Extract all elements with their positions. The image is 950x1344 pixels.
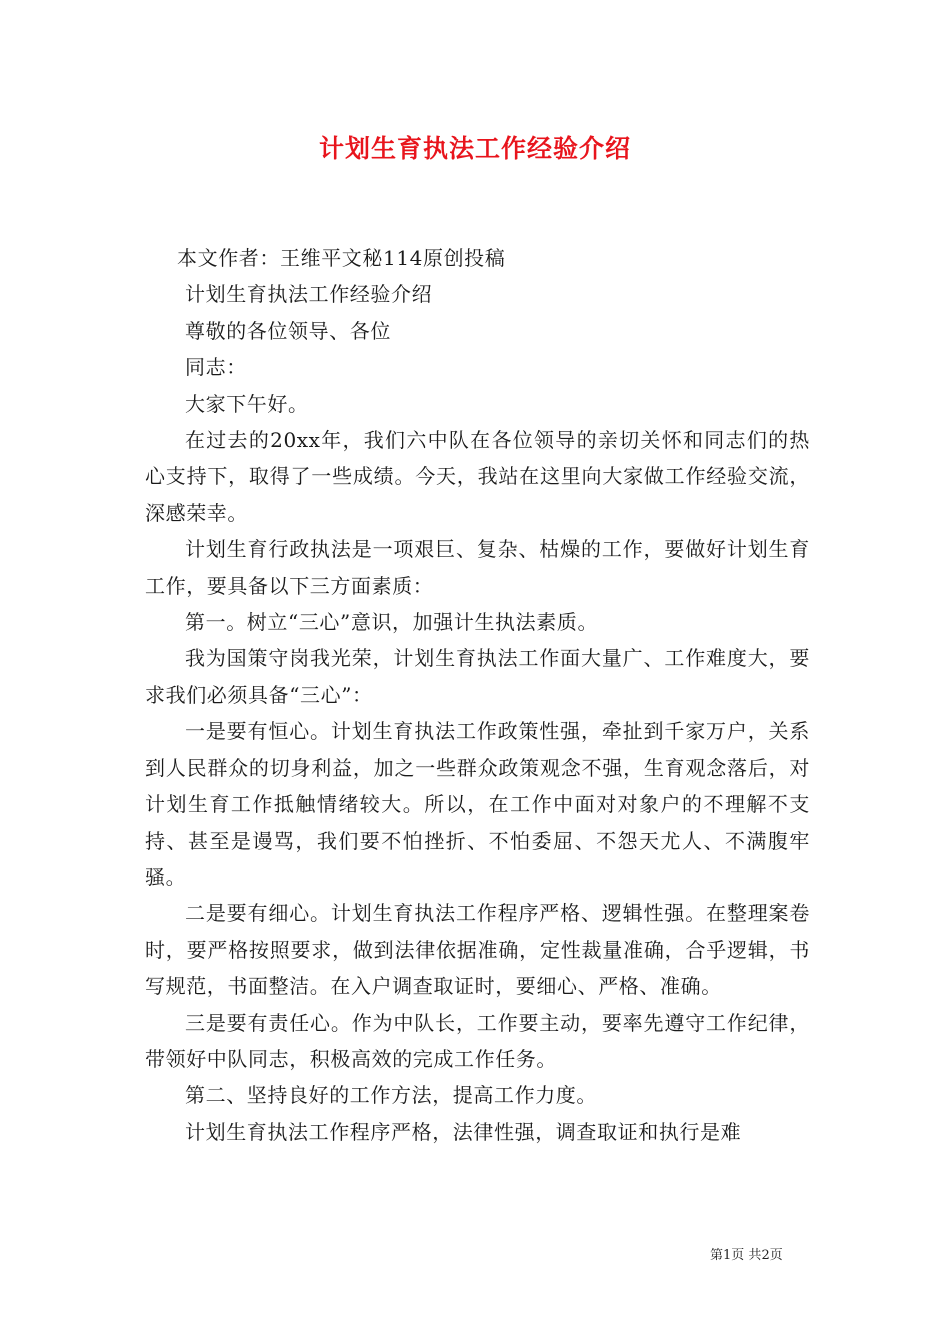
page-suffix: 页 <box>769 1248 783 1263</box>
paragraph-salutation: 尊敬的各位领导、各位 <box>185 318 391 343</box>
paragraph: 计划生育执法工作程序严格，法律性强，调查取证和执行是难 <box>185 1119 742 1144</box>
paragraph-salutation-cont: 同志： <box>185 355 247 380</box>
page-title: 计划生育执法工作经验介绍 <box>318 134 631 163</box>
paragraph: 计划生育行政执法是一项艰巨、复杂、枯燥的工作，要做好计划生育工作，要具备以下三方面素质： <box>145 537 810 598</box>
page-total: 2 <box>761 1248 770 1263</box>
paragraph: 三是要有责任心。作为中队长，工作要主动，要率先遵守工作纪律，带领好中队同志，积极高效的完成工作任务。 <box>145 1010 810 1071</box>
page-mid: 页 共 <box>731 1248 762 1263</box>
author-line: 本文作者：王维平文秘114原创投稿 <box>177 246 506 270</box>
paragraph: 一是要有恒心。计划生育执法工作政策性强，牵扯到千家万户，关系到人民群众的切身利益，加之一些群众政策观念不强，生育观念落后，对计划生育工作抵触情绪较大。所以，在工作中面对对象户的不理解不支持、甚至是谩骂，我们要不怕挫折、不怕委屈、不怨天尤人、不满腹牢骚。 <box>145 719 810 889</box>
paragraph-heading: 第一。树立“三心”意识，加强计生执法素质。 <box>185 610 599 635</box>
paragraph: 二是要有细心。计划生育执法工作程序严格、逻辑性强。在整理案卷时，要严格按照要求，做到法律依据准确，定性裁量准确，合乎逻辑，书写规范，书面整洁。在入户调查取证时，要细心、严格、准确。 <box>145 901 810 999</box>
page-current: 1 <box>723 1248 732 1263</box>
page-prefix: 第 <box>710 1248 724 1263</box>
page-number-footer <box>710 1247 783 1265</box>
paragraph-heading: 第二、坚持良好的工作方法，提高工作力度。 <box>185 1083 597 1108</box>
paragraph-greeting: 大家下午好。 <box>185 391 309 416</box>
paragraph: 我为国策守岗我光荣，计划生育执法工作面大量广、工作难度大，要求我们必须具备“三心”： <box>145 646 810 707</box>
document-body <box>145 240 810 1150</box>
paragraph-subtitle: 计划生育执法工作经验介绍 <box>185 282 433 307</box>
paragraph: 在过去的20xx年，我们六中队在各位领导的亲切关怀和同志们的热心支持下，取得了一些成绩。今天，我站在这里向大家做工作经验交流，深感荣幸。 <box>145 428 810 525</box>
